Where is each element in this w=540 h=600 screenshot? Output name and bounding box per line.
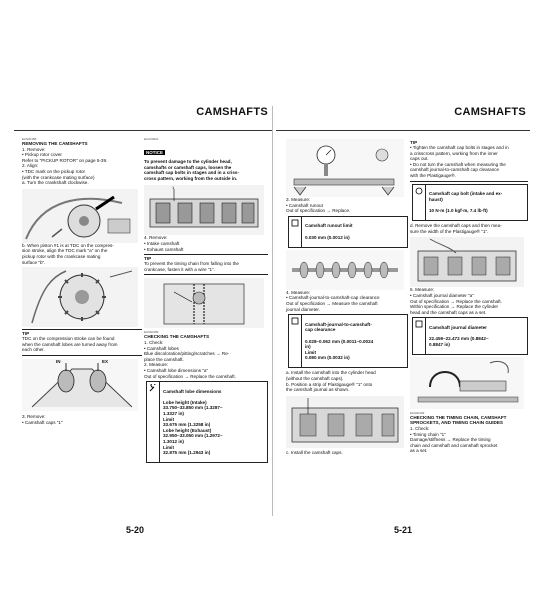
checking-code: EAS00189 (144, 330, 159, 335)
header-rule-right (276, 130, 530, 131)
camshaft-illustration (286, 250, 408, 290)
page-number-right: 5-21 (394, 525, 413, 535)
tip-label-right: TIP (410, 140, 418, 145)
checking-title: CHECKING THE CAMSHAFTS (144, 334, 210, 340)
step-b: b. When piston #1 is at TDC on the compres- sion stroke, align the TDC mark "a" on the pickup rotor with the crankcase mating surface "b". (22, 242, 114, 265)
step-4-measure: 4. Measure: • Camshaft-journal-to-camshaft-cap clearance Out of specification → Measure the camshaft journal diameter. (286, 289, 380, 312)
ex-label: EX (102, 358, 109, 364)
spec-value-journal: 22.459–22.472 mm (0.8842– 0.8847 in) (429, 336, 489, 347)
page-header: CAMSHAFTS (196, 106, 268, 118)
spec-icon-3 (413, 318, 426, 354)
spec-box-journal (412, 317, 528, 355)
timing-code: EAS00199 (410, 410, 425, 415)
camshaft-caps-illustration (144, 185, 268, 235)
tip-label-2: TIP (144, 254, 268, 261)
spec-box-lobe (146, 381, 268, 463)
checking-steps: 1. Check: • Camshaft lobes Blue discoloration/pitting/scratches → Re- place the camshaft. 2. Measure: • Camshaft lobe dimensions "a" Out of specification → Replace the camshaft. (144, 339, 236, 379)
plastigauge-illustration (286, 396, 408, 448)
page-number: 5-20 (126, 525, 145, 535)
tip-end-rule (22, 355, 142, 356)
removal-steps: 1. Remove: • Pickup rotor cover Refer to "PICKUP ROTOR" on page 5-39. 2. Align: • TDC mark on the pickup rotor (with the crankcase mating surface) a. Turn the crankshaft clockwise. (22, 146, 108, 186)
runout-illustration (286, 139, 408, 197)
page-header-right: CAMSHAFTS (454, 106, 526, 118)
spec-value-runout: 0.030 mm (0.0012 in) (305, 234, 350, 240)
svg-text:1: 1 (172, 185, 175, 191)
step-d: d. Remove the camshaft caps and then mea- sure the width of the Plastigauge® "1". (410, 223, 502, 234)
spec-icon (289, 217, 302, 247)
left-page (14, 106, 273, 535)
right-page (276, 106, 530, 535)
steps-ab: a. Install the camshaft into the cylinder head (without the camshaft caps). b. Position a strip of Plastigauge® "1" onto the camshaft journal as shown. (286, 370, 376, 393)
spec-body: Lobe height (Intake) 33.750–33.850 mm (1.3287– 1.3327 in) Limit 33.675 mm (1.3258 in) Lobe height (Exhaust) 32.950–33.050 mm (1.2972– 1.3012 in) Limit 32.875 mm (1.2943 in) (163, 399, 223, 456)
step-3: 3. Remove: • Camshaft caps "1" (22, 413, 63, 425)
notice-text: To prevent damage to the cylinder head, camshafts or camshaft caps, loosen the camshaft cap bolts in stages and in a criss- cross pattern, working from the outside in. (144, 159, 239, 181)
wrench-icon (147, 382, 160, 462)
spec-title-clearance: Camshaft-journal-to-camshaft- cap clearance (305, 321, 372, 333)
header-rule (14, 130, 272, 131)
spec-title-runout: Camshaft runout limit (305, 223, 353, 229)
camshaft-lobes-illustration (22, 359, 142, 411)
left-column (22, 137, 142, 425)
section-title: REMOVING THE CAMSHAFTS (22, 141, 88, 146)
tip-label: TIP (22, 329, 142, 336)
spec-title: Camshaft lobe dimensions (163, 388, 222, 394)
spec-icon-2 (289, 315, 302, 367)
step-3-measure: 3. Measure: • Camshaft runout Out of specification → Replace. (286, 197, 351, 214)
spec-value-cap-bolt: 10 N·m (1.0 kgf·m, 7.4 lb·ft) (429, 207, 488, 213)
tip-text-2: To prevent the timing chain from falling into the crankcase, fasten it with a wire "1". (144, 261, 239, 272)
timing-steps: 1. Check: • Timing chain "1" Damage/stiffness → Replace the timing chain and camshaft and camshaft sprocket as a set. (410, 426, 498, 454)
spec-box-clearance (288, 314, 408, 368)
tip-text: TDC on the compression stroke can be found when the camshaft lobes are turned away from each other. (22, 336, 118, 353)
pickup-rotor-illustration (22, 189, 142, 243)
spec-box-cap-bolt (412, 184, 528, 222)
crankcase-illustration (22, 267, 142, 327)
tip-text-right: • Tighten the camshaft cap bolts in stages and in a crisscross pattern, working from the inner caps out. • Do not turn the camshaft when measuring the camshaft journal-to-camshaft cap clearance with the Plastigauge®. (410, 145, 509, 178)
journal-width-illustration (410, 237, 528, 287)
section-code: EAS00186 (22, 137, 37, 141)
spec-title-cap-bolt: Camshaft cap bolt (intake and ex- haust) (429, 191, 503, 202)
in-label: IN (56, 358, 61, 364)
micrometer-illustration (410, 357, 528, 409)
timing-chain-illustration (144, 278, 268, 328)
spec-body-clearance: 0.028–0.062 mm (0.0011–0.0024 in) Limit 0.080 mm (0.0032 in) (305, 338, 374, 361)
timing-title: CHECKING THE TIMING CHAIN, CAMSHAFT SPROCKETS, AND TIMING CHAIN GUIDES (410, 414, 507, 426)
step-4: 4. Remove: • Intake camshaft • Exhaust camshaft (144, 235, 184, 252)
spec-box-runout (288, 216, 408, 248)
right-right-column (410, 137, 528, 454)
step-c: c. Install the camshaft caps. (286, 449, 343, 455)
step-5: 5. Measure: • Camshaft journal diameter "a" Out of specification → Replace the camshaft. Within specification → Replace the cylinder head and the camshaft caps as a set. (410, 287, 502, 315)
torque-icon (413, 185, 426, 221)
notice-code: ECA00001 (144, 137, 159, 141)
notice-label: NOTICE (146, 150, 164, 155)
right-left-column (286, 139, 408, 455)
right-column (144, 137, 268, 465)
spec-title-journal: Camshaft journal diameter (429, 324, 487, 330)
tip-end-rule-2 (144, 274, 268, 275)
tip-end-rule-right (410, 181, 528, 182)
